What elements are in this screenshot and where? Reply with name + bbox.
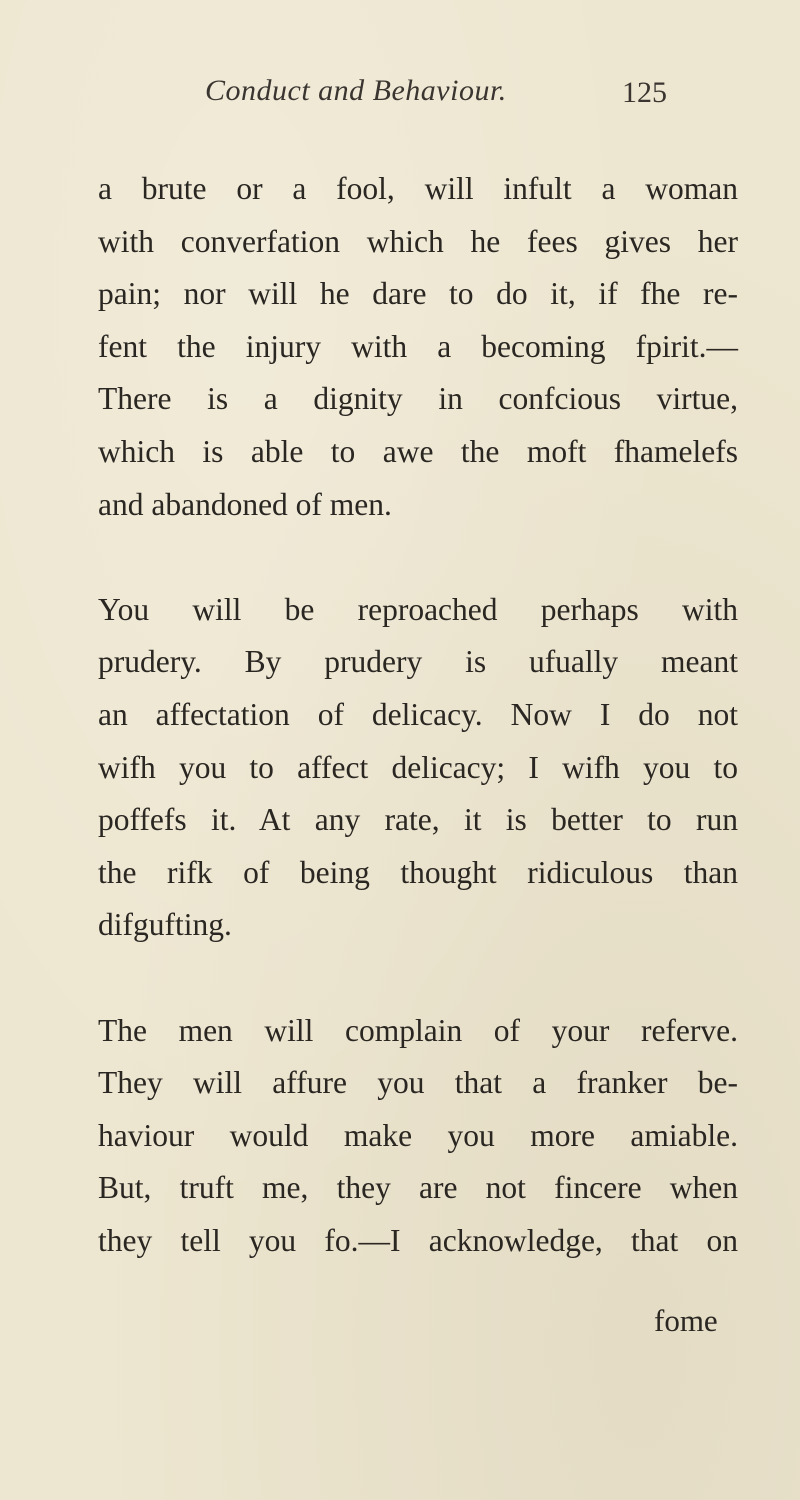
- text-line: fent the injury with a becoming fpirit.—: [98, 328, 738, 364]
- text-line: haviour would make you more amiable.: [98, 1117, 738, 1153]
- text-line: The men will complain of your referve.: [98, 1012, 738, 1048]
- text-line: which is able to awe the moft fhamelefs: [98, 433, 738, 469]
- running-head: Conduct and Behaviour.: [205, 74, 507, 107]
- text-line: There is a dignity in confcious virtue,: [98, 381, 738, 417]
- catchword: fome: [654, 1303, 718, 1338]
- text-line: they tell you fo.—I acknowledge, that on: [98, 1222, 738, 1258]
- text-line: pain; nor will he dare to do it, if fhe re-: [98, 276, 738, 312]
- paragraph-gap: [98, 531, 738, 584]
- text-line: an affectation of delicacy. Now I do not: [98, 696, 738, 732]
- paragraph-2: [98, 584, 738, 952]
- paragraph-3: [98, 1005, 738, 1268]
- text-line: difgufting.: [98, 907, 232, 943]
- text-line: and abandoned of men.: [98, 486, 392, 522]
- body-text: [98, 163, 738, 1267]
- text-line: prudery. By prudery is ufually meant: [98, 644, 738, 680]
- text-line: poffefs it. At any rate, it is better to run: [98, 802, 738, 838]
- paragraph-1: [98, 163, 738, 531]
- page-number: 125: [622, 76, 667, 109]
- text-line: They will affure you that a franker be-: [98, 1065, 738, 1101]
- text-line: You will be reproached perhaps with: [98, 591, 738, 627]
- text-line: the rifk of being thought ridiculous than: [98, 854, 738, 890]
- text-line: with converfation which he fees gives her: [98, 223, 738, 259]
- paragraph-gap: [98, 952, 738, 1005]
- text-line: a brute or a fool, will infult a woman: [98, 171, 738, 206]
- text-line: But, truft me, they are not fincere when: [98, 1170, 738, 1206]
- text-line: wifh you to affect delicacy; I wifh you to: [98, 749, 738, 785]
- page-header: [0, 74, 800, 124]
